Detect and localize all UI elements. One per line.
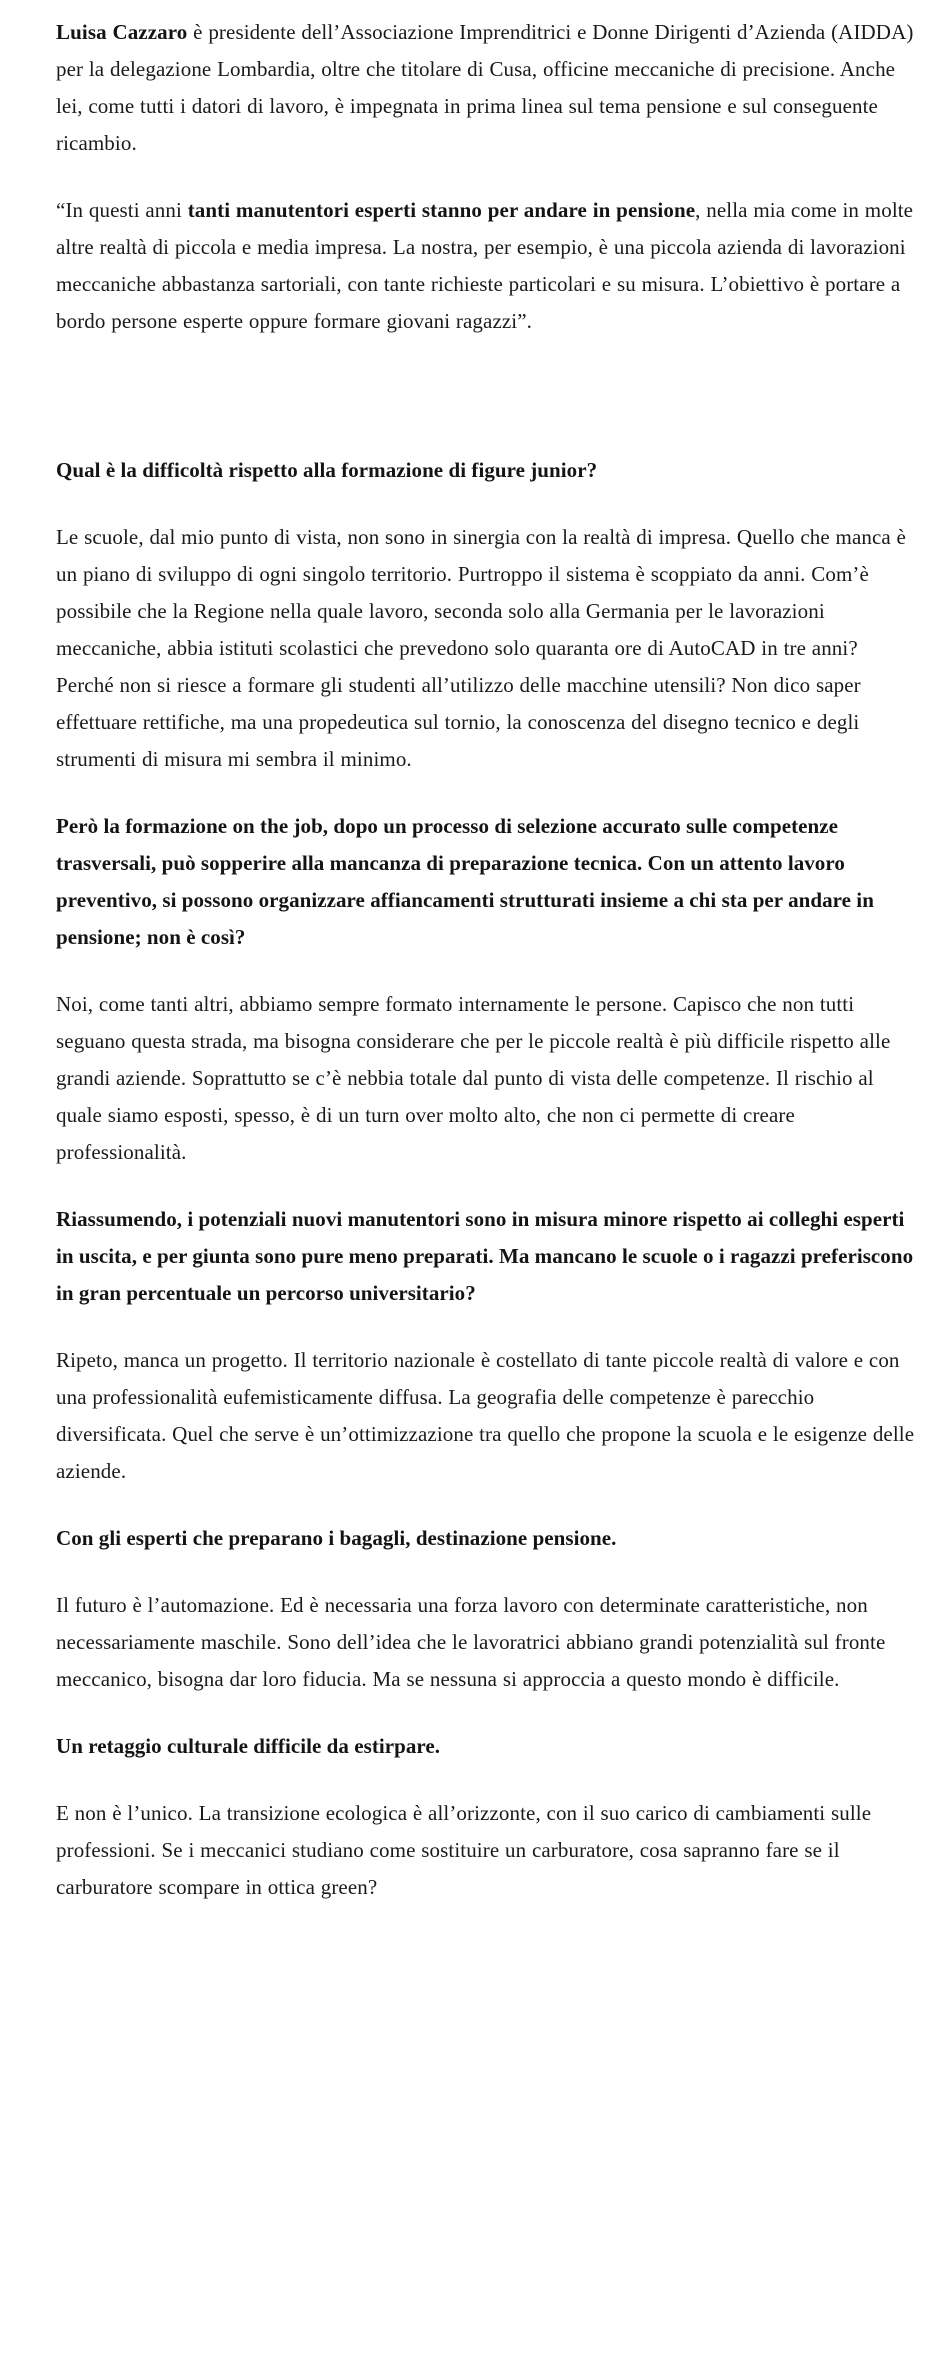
intro-paragraph: [56, 14, 921, 162]
question-heading-2: Però la formazione on the job, dopo un processo di selezione accurato sulle competenze trasversali, può sopperire alla mancanza di preparazione tecnica. Con un attento lavoro preventivo, si possono organizzare affiancamenti strutturati insieme a chi sta per andare in pensione; non è così?: [56, 814, 874, 949]
article-body: [56, 14, 921, 1906]
question-heading-3: Riassumendo, i potenziali nuovi manutentori sono in misura minore rispetto ai colleghi esperti in uscita, e per giunta sono pure meno preparati. Ma mancano le scuole o i ragazzi preferiscono in gran percentuale un percorso universitario?: [56, 1207, 914, 1305]
intro-paragraph-text: è presidente dell’Associazione Imprenditrici e Donne Dirigenti d’Azienda (AIDDA) per la delegazione Lombardia, oltre che titolare di Cusa, officine meccaniche di precisione. Anche lei, come tutti i datori di lavoro, è impegnata in prima linea sul tema pensione e sul conseguente ricambio.: [56, 20, 914, 155]
answer-paragraph-1: Le scuole, dal mio punto di vista, non sono in sinergia con la realtà di impresa. Quello che manca è un piano di sviluppo di ogni singolo territorio. Purtroppo il sistema è scoppiato da anni. Com’è possibile che la Regione nella quale lavoro, seconda solo alla Germania per le lavorazioni meccaniche, abbia istituti scolastici che prevedono solo quaranta ore di AutoCAD in tre anni? Perché non si riesce a formare gli studenti all’utilizzo delle macchine utensili? Non dico saper effettuare rettifiche, ma una propedeutica sul tornio, la conoscenza del disegno tecnico e degli strumenti di misura mi sembra il minimo.: [56, 525, 906, 771]
answer-paragraph-5: E non è l’unico. La transizione ecologica è all’orizzonte, con il suo carico di cambiamenti sulle professioni. Se i meccanici studiano come sostituire un carburatore, cosa sapranno fare se il carburatore scompare in ottica green?: [56, 1801, 872, 1899]
pull-quote-paragraph: [56, 192, 921, 340]
quote-closing-text: , nella mia come in molte altre realtà di piccola e media impresa. La nostra, per esempio, è una piccola azienda di lavorazioni meccaniche abbastanza sartoriali, con tante richieste particolari e su misura. L’obiettivo è portare a bordo persone esperte oppure formare giovani ragazzi”.: [56, 198, 914, 333]
quote-emphasis: tanti manutentori esperti stanno per andare in pensione: [187, 198, 696, 222]
interviewee-name: Luisa Cazzaro: [56, 20, 188, 44]
question-heading-1: Qual è la difficoltà rispetto alla formazione di figure junior?: [56, 458, 598, 482]
quote-opening-text: “In questi anni: [56, 198, 188, 222]
qa-section: [56, 452, 921, 1906]
answer-paragraph-2: Noi, come tanti altri, abbiamo sempre formato internamente le persone. Capisco che non tutti seguano questa strada, ma bisogna considerare che per le piccole realtà è più difficile rispetto alle grandi aziende. Soprattutto se c’è nebbia totale dal punto di vista delle competenze. Il rischio al quale siamo esposti, spesso, è di un turn over molto alto, che non ci permette di creare professionalità.: [56, 992, 891, 1164]
section-spacer: [56, 370, 921, 452]
question-heading-4: Con gli esperti che preparano i bagagli, destinazione pensione.: [56, 1526, 617, 1550]
question-heading-5: Un retaggio culturale difficile da estirpare.: [56, 1734, 441, 1758]
answer-paragraph-4: Il futuro è l’automazione. Ed è necessaria una forza lavoro con determinate caratteristiche, non necessariamente maschile. Sono dell’idea che le lavoratrici abbiano grandi potenzialità sul fronte meccanico, bisogna dar loro fiducia. Ma se nessuna si approccia a questo mondo è difficile.: [56, 1593, 886, 1691]
answer-paragraph-3: Ripeto, manca un progetto. Il territorio nazionale è costellato di tante piccole realtà di valore e con una professionalità eufemisticamente diffusa. La geografia delle competenze è parecchio diversificata. Quel che serve è un’ottimizzazione tra quello che propone la scuola e le esigenze delle aziende.: [56, 1348, 915, 1483]
